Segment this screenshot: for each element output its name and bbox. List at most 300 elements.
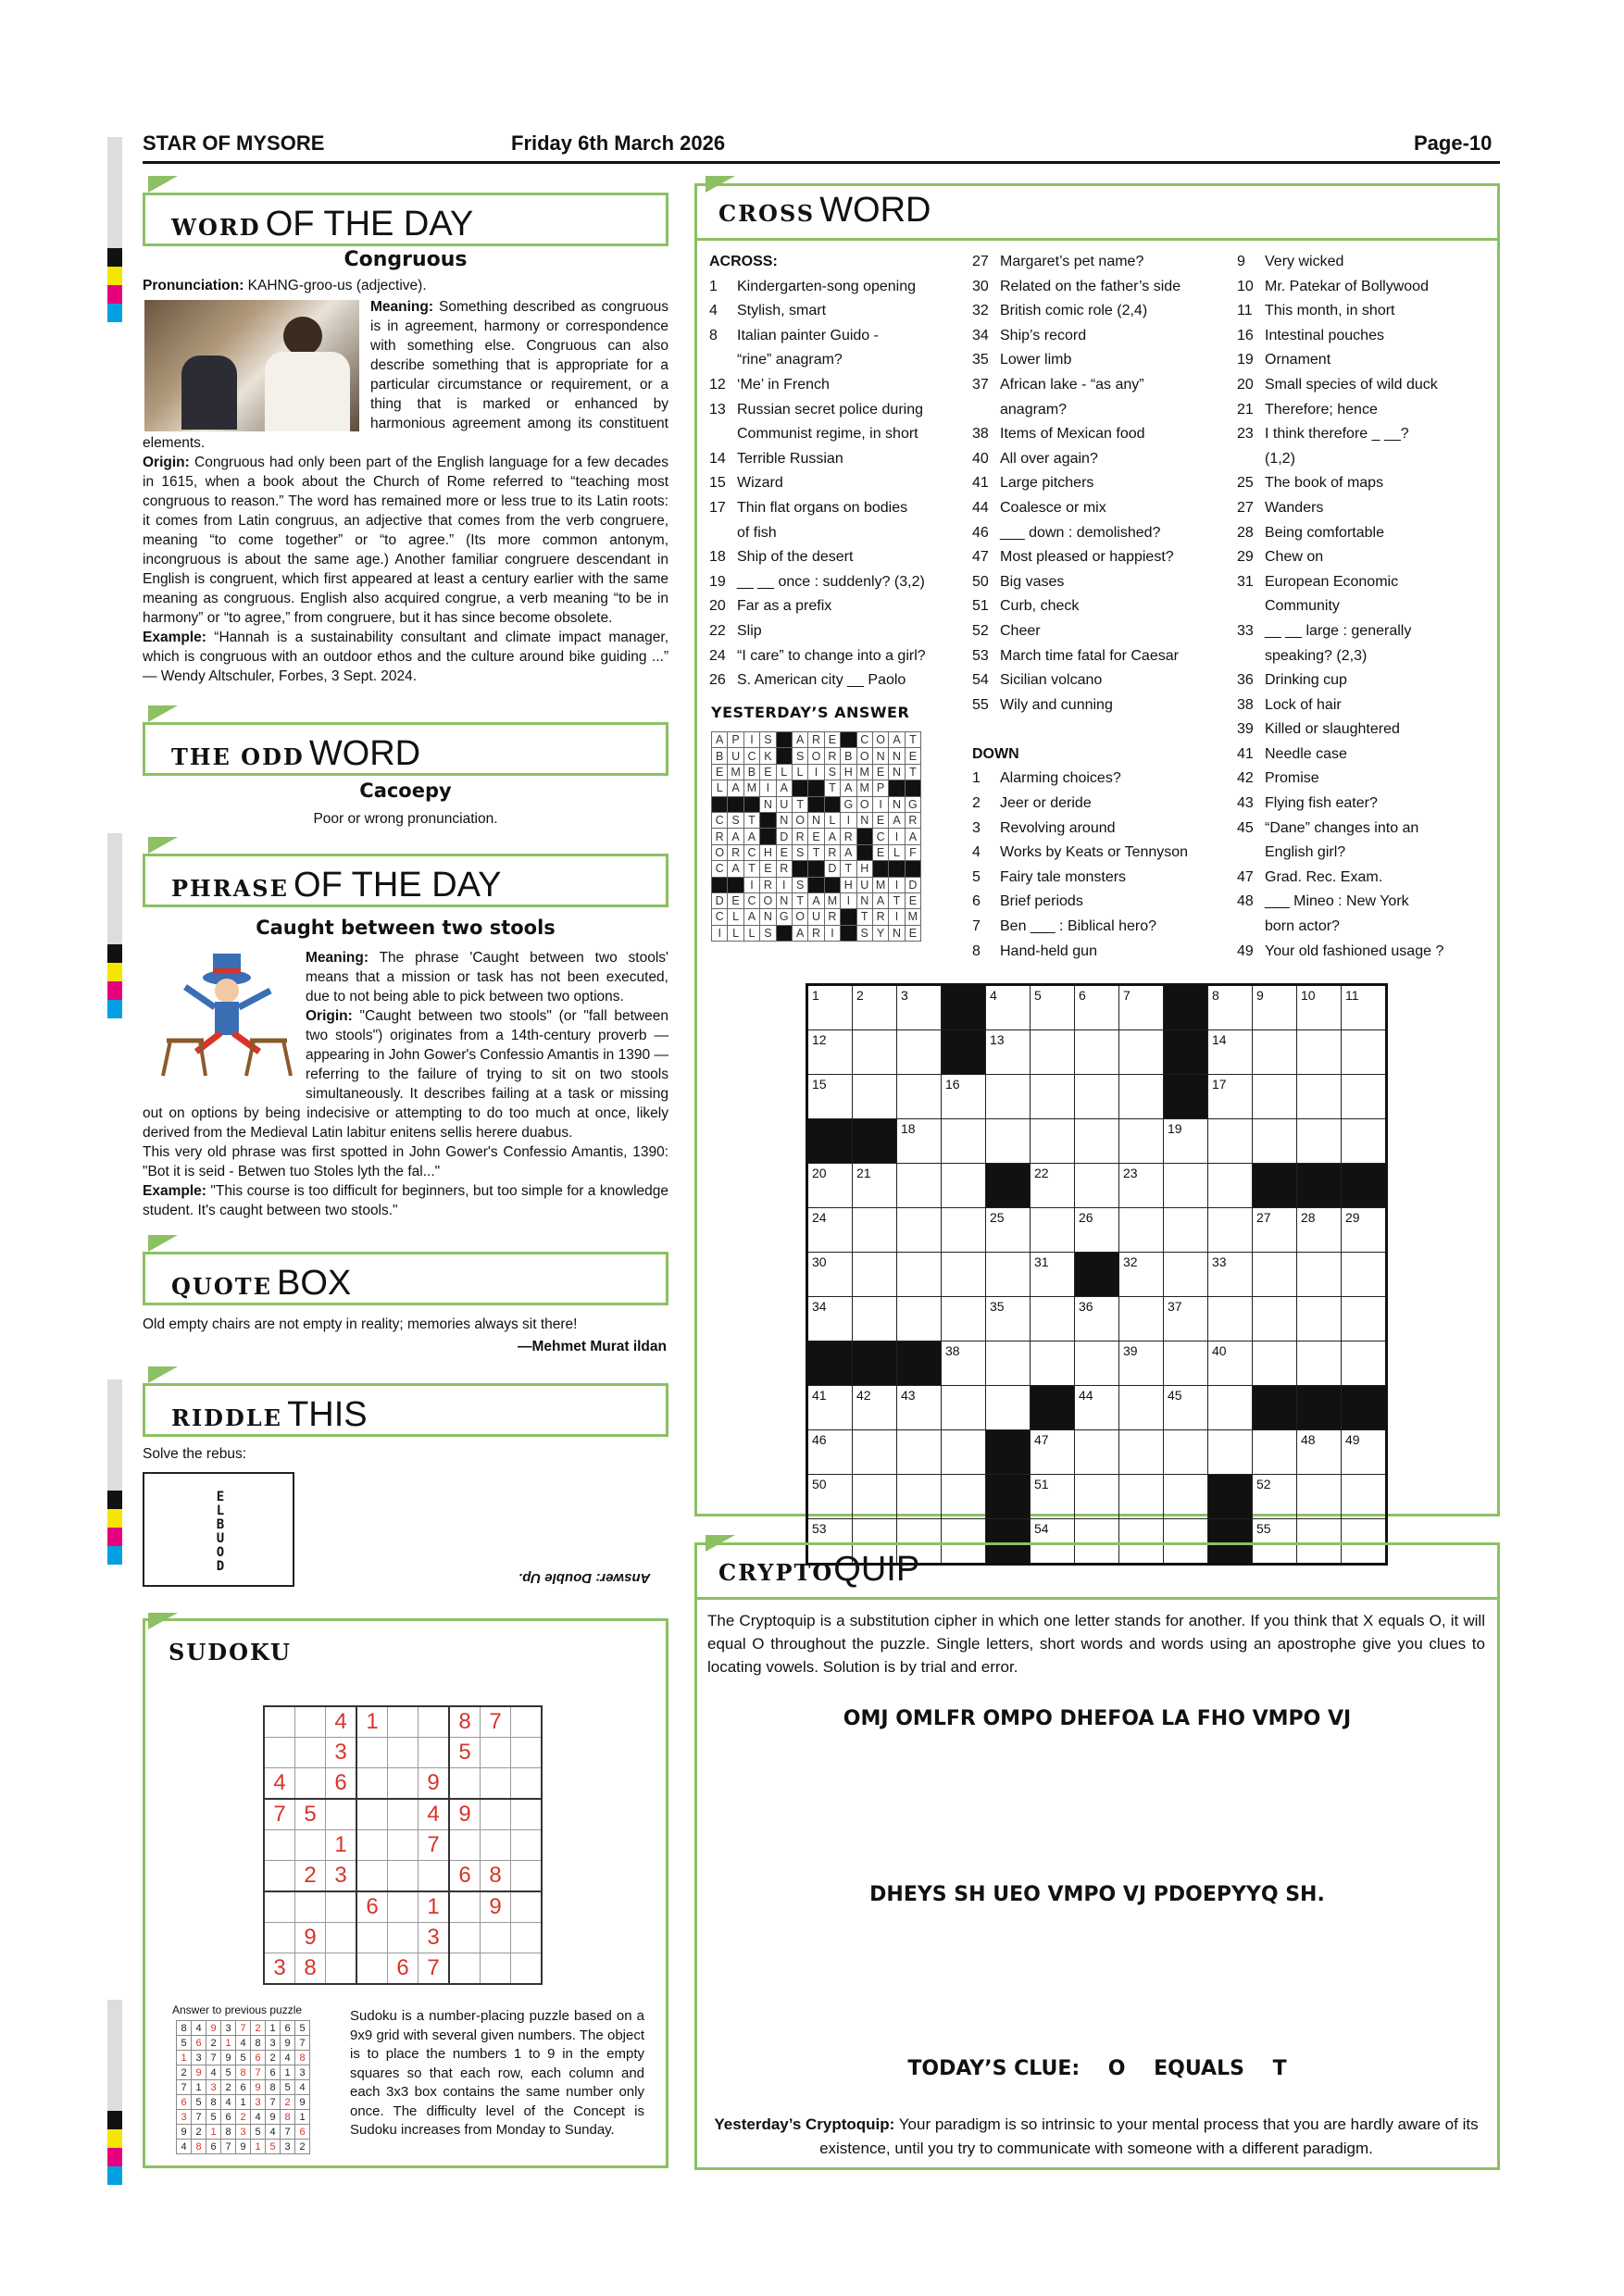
crossword-cell[interactable] [1119, 1075, 1164, 1119]
crossword-cell[interactable] [1253, 1341, 1297, 1386]
sudoku-cell[interactable] [264, 1738, 295, 1768]
sudoku-cell[interactable] [388, 1799, 418, 1830]
crossword-cell[interactable] [1119, 1164, 1164, 1208]
sudoku-cell[interactable]: 6 [449, 1861, 481, 1892]
cell-number: 52 [1256, 1477, 1271, 1491]
crossword-cell[interactable] [1119, 1119, 1164, 1164]
yesterday-cell: I [889, 909, 905, 925]
yesterday-cell: E [824, 732, 840, 748]
sudoku-cell[interactable]: 1 [356, 1706, 388, 1738]
sudoku-cell[interactable]: 3 [326, 1738, 357, 1768]
sudoku-cell[interactable]: 3 [326, 1861, 357, 1892]
yesterday-cell [743, 796, 759, 812]
crossword-cell[interactable] [1075, 1297, 1119, 1341]
sudoku-cell[interactable] [326, 1953, 357, 1985]
sudoku-cell[interactable] [511, 1861, 543, 1892]
crossword-cell[interactable] [986, 1030, 1031, 1075]
crossword-cell[interactable] [853, 1297, 897, 1341]
sudoku-cell[interactable] [388, 1830, 418, 1861]
crossword-grid[interactable] [806, 983, 1388, 1566]
sudoku-cell[interactable]: 7 [264, 1799, 295, 1830]
crossword-cell[interactable] [1208, 1253, 1253, 1297]
crossword-cell[interactable] [853, 1253, 897, 1297]
prev-sudoku-cell: 3 [295, 2065, 310, 2080]
yesterday-cell: L [776, 764, 792, 780]
yesterday-cell: H [841, 764, 856, 780]
yesterday-cell: I [808, 764, 824, 780]
sudoku-cell[interactable] [295, 1706, 326, 1738]
yesterday-cell: D [905, 877, 920, 892]
side-bar [107, 2000, 122, 2111]
crossword-cell[interactable] [1164, 1253, 1208, 1297]
sudoku-cell[interactable] [264, 1923, 295, 1953]
yesterday-cell [728, 796, 743, 812]
crossword-cell[interactable] [1119, 985, 1164, 1030]
crossword-cell[interactable] [1119, 1253, 1164, 1297]
crossword-cell[interactable] [1031, 1297, 1075, 1341]
sudoku-cell[interactable]: 7 [481, 1706, 511, 1738]
crossword-cell[interactable] [807, 1386, 853, 1430]
crossword-cell[interactable] [853, 1430, 897, 1475]
crossword-cell[interactable] [1075, 1075, 1119, 1119]
down-clue: 45 “Dane” changes into an [1237, 819, 1419, 836]
crossword-cell[interactable] [1208, 985, 1253, 1030]
crossword-cell[interactable] [1297, 1430, 1342, 1475]
sudoku-cell[interactable] [511, 1923, 543, 1953]
sudoku-cell[interactable]: 9 [481, 1891, 511, 1923]
sudoku-cell[interactable] [264, 1830, 295, 1861]
sudoku-cell[interactable]: 8 [481, 1861, 511, 1892]
cell-number: 17 [1212, 1077, 1227, 1092]
black-square [807, 1119, 853, 1164]
color-swatch [107, 1491, 122, 1509]
yesterday-cell [905, 780, 920, 796]
crossword-cell[interactable] [1075, 1430, 1119, 1475]
sudoku-cell[interactable] [481, 1768, 511, 1800]
crossword-cell[interactable] [1253, 1030, 1297, 1075]
sudoku-cell[interactable] [356, 1768, 388, 1800]
crossword-cell[interactable] [1342, 1075, 1387, 1119]
cell-number: 24 [812, 1210, 827, 1225]
sudoku-cell[interactable] [295, 1768, 326, 1800]
across-clues-2: 27 Margaret’s pet name? 30 Related on the father’s side 32 British comic role (2,4) 34 Ship’s record 35 Lower limb 37 African lake - “as any” anagram? 38 Items of Mexican food 40 All over again? 41 Large pitchers 44 Coalesce or mix 46 ___ down : demolished? 47 Most pleased or happiest? 50 Big vases 51 Curb, check 52 Cheer 53 March time fatal for Caesar 54 Sicilian volcano 55 Wily and cunning DOWN 1 Alarming choices? 2 Jeer or deride 3 Revolving around 4 Works by Keats or Tennyson 5 Fairy tale monsters 6 Brief periods 7 Ben ___ : Biblical hero? 8 Hand-held gun [972, 250, 1241, 964]
crossword-cell[interactable] [1075, 985, 1119, 1030]
crossword-cell[interactable] [1031, 1475, 1075, 1519]
down-clue: Community [1265, 598, 1340, 615]
yesterday-cell: I [743, 732, 759, 748]
sudoku-cell[interactable] [449, 1953, 481, 1985]
section-flag [148, 837, 178, 854]
crossword-cell[interactable] [1031, 1341, 1075, 1386]
sudoku-cell[interactable] [511, 1891, 543, 1923]
yesterday-cell: U [856, 877, 872, 892]
crossword-cell[interactable] [942, 1297, 986, 1341]
sudoku-cell[interactable]: 9 [295, 1923, 326, 1953]
crossword-cell[interactable] [942, 1386, 986, 1430]
crossword-cell[interactable] [1031, 1430, 1075, 1475]
crossword-cell[interactable] [1297, 1341, 1342, 1386]
sudoku-cell[interactable] [418, 1706, 450, 1738]
sudoku-cell[interactable]: 4 [264, 1768, 295, 1800]
down-clue: 27 Wanders [1237, 499, 1324, 516]
crossword-cell[interactable] [807, 1297, 853, 1341]
crossword-cell[interactable] [807, 1475, 853, 1519]
crossword-cell[interactable] [1208, 1030, 1253, 1075]
sudoku-cell[interactable] [326, 1891, 357, 1923]
sudoku-cell[interactable] [418, 1738, 450, 1768]
crossword-cell[interactable] [897, 1253, 942, 1297]
down-clue: 19 Ornament [1237, 352, 1331, 368]
across-clue: 51 Curb, check [972, 598, 1080, 615]
crossword-cell[interactable] [897, 1119, 942, 1164]
crossword-cell[interactable] [1031, 1208, 1075, 1253]
down-clue: 38 Lock of hair [1237, 696, 1342, 713]
crossword-cell[interactable] [1208, 1119, 1253, 1164]
yesterday-cell: O [856, 748, 872, 764]
sudoku-cell[interactable]: 3 [264, 1953, 295, 1985]
odd-word-title: Cacoepy [359, 780, 452, 802]
cell-number: 27 [1256, 1210, 1271, 1225]
crossword-cell[interactable] [1075, 1208, 1119, 1253]
crossword-cell[interactable] [897, 1030, 942, 1075]
crossword-cell[interactable] [986, 1297, 1031, 1341]
crossword-cell[interactable] [1164, 1475, 1208, 1519]
sudoku-cell[interactable] [511, 1830, 543, 1861]
crossword-cell[interactable] [1297, 1475, 1342, 1519]
crossword-cell[interactable] [1297, 1297, 1342, 1341]
yesterday-cell: R [824, 909, 840, 925]
crossword-cell[interactable] [853, 1075, 897, 1119]
sudoku-cell[interactable] [449, 1768, 481, 1800]
crossword-cell[interactable] [1031, 985, 1075, 1030]
crossword-cell[interactable] [1342, 1341, 1387, 1386]
prev-sudoku-cell: 6 [295, 2125, 310, 2140]
crossword-cell[interactable] [807, 1030, 853, 1075]
crossword-cell[interactable] [1164, 1164, 1208, 1208]
crossword-cell[interactable] [1031, 1075, 1075, 1119]
crossword-cell[interactable] [897, 1164, 942, 1208]
crossword-cell[interactable] [897, 1075, 942, 1119]
across-clue: 35 Lower limb [972, 352, 1072, 368]
down-clue: (1,2) [1265, 450, 1295, 467]
crossword-cell[interactable] [1208, 1208, 1253, 1253]
crossword-cell[interactable] [1342, 985, 1387, 1030]
sudoku-cell[interactable]: 1 [326, 1830, 357, 1861]
prev-sudoku-cell: 4 [221, 2095, 236, 2110]
crossword-cell[interactable] [1075, 1341, 1119, 1386]
crossword-cell[interactable] [1208, 1075, 1253, 1119]
crossword-cell[interactable] [1164, 1208, 1208, 1253]
sudoku-cell[interactable] [449, 1891, 481, 1923]
crossword-cell[interactable] [1253, 1075, 1297, 1119]
sudoku-cell[interactable] [511, 1706, 543, 1738]
prev-sudoku-cell: 7 [295, 2036, 310, 2051]
sudoku-cell[interactable]: 4 [326, 1706, 357, 1738]
prev-sudoku-cell: 2 [206, 2036, 221, 2051]
crossword-cell[interactable] [1253, 1297, 1297, 1341]
sudoku-cell[interactable] [388, 1891, 418, 1923]
sudoku-cell[interactable]: 7 [418, 1953, 450, 1985]
sudoku-cell[interactable] [388, 1706, 418, 1738]
crossword-cell[interactable] [807, 1075, 853, 1119]
sudoku-cell[interactable] [388, 1923, 418, 1953]
crossword-cell[interactable] [853, 985, 897, 1030]
crossword-cell[interactable] [1253, 1208, 1297, 1253]
crossword-cell[interactable] [1342, 1030, 1387, 1075]
odd-word-meaning: Poor or wrong pronunciation. [313, 811, 498, 827]
crossword-cell[interactable] [1119, 1297, 1164, 1341]
sudoku-cell[interactable] [295, 1830, 326, 1861]
crossword-cell[interactable] [1164, 1119, 1208, 1164]
sudoku-cell[interactable] [356, 1953, 388, 1985]
crossword-cell[interactable] [1297, 985, 1342, 1030]
yesterday-cell [824, 877, 840, 892]
sudoku-cell[interactable]: 3 [418, 1923, 450, 1953]
crossword-cell[interactable] [807, 1208, 853, 1253]
crossword-cell[interactable] [807, 1164, 853, 1208]
down-clue: English girl? [1265, 844, 1346, 861]
yesterday-cell: C [856, 732, 872, 748]
cell-number: 13 [990, 1032, 1005, 1047]
crossword-cell[interactable] [1208, 1430, 1253, 1475]
sudoku-cell[interactable] [388, 1861, 418, 1892]
sudoku-cell[interactable] [511, 1768, 543, 1800]
crossword-cell[interactable] [1208, 1297, 1253, 1341]
crossword-cell[interactable] [1342, 1430, 1387, 1475]
crossword-cell[interactable] [853, 1208, 897, 1253]
sudoku-cell[interactable]: 6 [388, 1953, 418, 1985]
crossword-cell[interactable] [1164, 1341, 1208, 1386]
crossword-cell[interactable] [986, 1119, 1031, 1164]
sudoku-cell[interactable]: 6 [356, 1891, 388, 1923]
sudoku-cell[interactable] [295, 1738, 326, 1768]
black-square [897, 1341, 942, 1386]
crossword-cell[interactable] [1164, 1297, 1208, 1341]
crossword-cell[interactable] [897, 985, 942, 1030]
down-clue: 23 I think therefore _ __? [1237, 426, 1409, 443]
down-clue: 20 Small species of wild duck [1237, 376, 1438, 393]
crossword-cell[interactable] [897, 1386, 942, 1430]
across-clue: 50 Big vases [972, 573, 1065, 590]
crossword-cell[interactable] [986, 1208, 1031, 1253]
sudoku-cell[interactable] [264, 1861, 295, 1892]
sudoku-cell[interactable]: 2 [295, 1861, 326, 1892]
crossword-cell[interactable] [1253, 1475, 1297, 1519]
crossword-cell[interactable] [853, 1386, 897, 1430]
crossword-cell[interactable] [1075, 1164, 1119, 1208]
crossword-cell[interactable] [1342, 1253, 1387, 1297]
crossword-cell[interactable] [897, 1297, 942, 1341]
sudoku-cell[interactable] [481, 1799, 511, 1830]
crossword-cell[interactable] [1031, 1253, 1075, 1297]
crossword-cell[interactable] [853, 1164, 897, 1208]
down-clue: speaking? (2,3) [1265, 647, 1368, 664]
crossword-cell[interactable] [1031, 1164, 1075, 1208]
sudoku-cell[interactable] [511, 1953, 543, 1985]
sudoku-cell[interactable]: 8 [295, 1953, 326, 1985]
sudoku-cell[interactable]: 7 [418, 1830, 450, 1861]
crossword-cell[interactable] [807, 1253, 853, 1297]
crossword-cell[interactable] [986, 1386, 1031, 1430]
crossword-cell[interactable] [853, 1475, 897, 1519]
crossword-cell[interactable] [986, 985, 1031, 1030]
crossword-cell[interactable] [1119, 1430, 1164, 1475]
yesterday-cell: A [792, 925, 807, 941]
crossword-cell[interactable] [1031, 1030, 1075, 1075]
crossword-cell[interactable] [807, 1430, 853, 1475]
sudoku-cell[interactable]: 5 [295, 1799, 326, 1830]
yesterday-cell: A [712, 732, 728, 748]
cryptoquip-clue: TODAY’S CLUE: O EQUALS T [907, 2057, 1287, 2080]
crossword-cell[interactable] [942, 1475, 986, 1519]
sudoku-cell[interactable] [388, 1738, 418, 1768]
crossword-cell[interactable] [986, 1341, 1031, 1386]
cell-number: 23 [1123, 1166, 1138, 1180]
sudoku-cell[interactable]: 4 [418, 1799, 450, 1830]
sudoku-cell[interactable] [481, 1953, 511, 1985]
crossword-cell[interactable] [1297, 1119, 1342, 1164]
sudoku-cell[interactable]: 5 [449, 1738, 481, 1768]
crossword-cell[interactable] [1297, 1208, 1342, 1253]
sudoku-cell[interactable] [388, 1768, 418, 1800]
crossword-cell[interactable] [1075, 1386, 1119, 1430]
crossword-cell[interactable] [853, 1030, 897, 1075]
sudoku-cell[interactable] [418, 1861, 450, 1892]
across-clue: 46 ___ down : demolished? [972, 524, 1161, 541]
crossword-cell[interactable] [1208, 1164, 1253, 1208]
prev-sudoku-cell: 8 [295, 2051, 310, 2065]
yesterday-cell: S [856, 925, 872, 941]
crossword-cell[interactable] [1253, 1119, 1297, 1164]
sudoku-cell[interactable] [326, 1799, 357, 1830]
crossword-cell[interactable] [1119, 1208, 1164, 1253]
yesterday-cell: C [743, 748, 759, 764]
yesterday-cell [856, 829, 872, 844]
crossword-cell[interactable] [1031, 1119, 1075, 1164]
crossword-cell[interactable] [897, 1208, 942, 1253]
sudoku-cell[interactable] [449, 1923, 481, 1953]
crossword-cell[interactable] [942, 1430, 986, 1475]
crossword-cell[interactable] [1208, 1386, 1253, 1430]
prev-sudoku-cell: 6 [251, 2051, 266, 2065]
crossword-cell[interactable] [942, 1208, 986, 1253]
crossword-cell[interactable] [1342, 1208, 1387, 1253]
prev-sudoku-cell: 9 [177, 2125, 192, 2140]
sudoku-cell[interactable] [264, 1706, 295, 1738]
yesterday-cell: P [872, 780, 888, 796]
prev-sudoku-cell: 5 [236, 2051, 251, 2065]
crossword-cell[interactable] [807, 985, 853, 1030]
cell-number: 54 [1034, 1521, 1049, 1536]
yesterday-cell: A [905, 829, 920, 844]
down-clue: 6 Brief periods [972, 893, 1083, 910]
crossword-cell[interactable] [1164, 1430, 1208, 1475]
crossword-cell[interactable] [1208, 1341, 1253, 1386]
crossword-cell[interactable] [1119, 1030, 1164, 1075]
phrase-body: Meaning: The phrase 'Caught between two stools' means that a mission or task has not been executed, due to not being able to pick between two options. Origin: "Caught between two stools" (or "fall between two stools") originates from a 14th-century proverb — appearing in John Gower's Confessio Amantis in 1390 — referring to the failure of trying to sit on two stools simultaneously. It describes failing at a task or missing out on options by being indecisive or attempting to do too much at once, likely derived from the Medieval Latin labitur enitens sellis herere duabus. This very old phrase was first spotted in John Gower's Confessio Amantis, 1390: "Bot it is seid - Betwen tuo Stoles lyth the fal..." Example: "This course is too difficult for beginners, but too simple for a knowledge student. It's caught between two stools." [143, 950, 668, 1218]
yesterday-cell [889, 861, 905, 877]
yesterday-cell: S [792, 877, 807, 892]
sudoku-cell[interactable]: 9 [449, 1799, 481, 1830]
prev-sudoku-cell: 9 [266, 2110, 281, 2125]
crossword-cell[interactable] [1253, 985, 1297, 1030]
sudoku-cell[interactable] [511, 1799, 543, 1830]
sudoku-cell[interactable] [326, 1923, 357, 1953]
sudoku-cell[interactable] [356, 1738, 388, 1768]
yesterday-cell: S [760, 732, 776, 748]
crossword-cell[interactable] [942, 1253, 986, 1297]
yesterday-cell [776, 748, 792, 764]
crossword-cell[interactable] [942, 1119, 986, 1164]
crossword-cell[interactable] [1075, 1119, 1119, 1164]
crossword-cell[interactable] [1342, 1119, 1387, 1164]
sudoku-cell[interactable]: 9 [418, 1768, 450, 1800]
crossword-cell[interactable] [1119, 1386, 1164, 1430]
cell-number: 5 [1034, 988, 1042, 1003]
crossword-cell[interactable] [1119, 1341, 1164, 1386]
prev-sudoku-cell: 8 [281, 2110, 295, 2125]
black-square [942, 1030, 986, 1075]
quote-text: Old empty chairs are not empty in reality; memories always sit there! [143, 1316, 578, 1332]
crossword-cell[interactable] [1075, 1030, 1119, 1075]
sudoku-cell[interactable] [356, 1861, 388, 1892]
crossword-cell[interactable] [942, 1075, 986, 1119]
crossword-cell[interactable] [942, 1341, 986, 1386]
yesterday-cell: I [889, 877, 905, 892]
crossword-cell[interactable] [986, 1075, 1031, 1119]
sudoku-cell[interactable] [295, 1891, 326, 1923]
prev-sudoku-cell: 7 [192, 2110, 206, 2125]
yesterday-cell: C [712, 861, 728, 877]
prev-sudoku-cell: 7 [281, 2125, 295, 2140]
sudoku-cell[interactable]: 8 [449, 1706, 481, 1738]
yesterday-cell: L [889, 844, 905, 860]
sudoku-cell[interactable] [511, 1738, 543, 1768]
crossword-cell[interactable] [1342, 1297, 1387, 1341]
prev-sudoku-cell: 5 [295, 2021, 310, 2036]
sudoku-cell[interactable] [264, 1891, 295, 1923]
crossword-cell[interactable] [1119, 1475, 1164, 1519]
crossword-cell[interactable] [897, 1475, 942, 1519]
crossword-cell[interactable] [1164, 1386, 1208, 1430]
crossword-cell[interactable] [1075, 1475, 1119, 1519]
sudoku-cell[interactable] [481, 1738, 511, 1768]
sudoku-cell[interactable] [481, 1830, 511, 1861]
prev-sudoku-cell: 1 [251, 2140, 266, 2154]
crossword-cell[interactable] [1342, 1475, 1387, 1519]
cell-number: 30 [812, 1254, 827, 1269]
crossword-cell[interactable] [1253, 1253, 1297, 1297]
yesterday-cell: H [760, 844, 776, 860]
crossword-cell[interactable] [897, 1430, 942, 1475]
sudoku-cell[interactable] [449, 1830, 481, 1861]
crossword-cell[interactable] [1297, 1253, 1342, 1297]
cryptoquip-header: CRYPTOQUIP [694, 1542, 1500, 1600]
sudoku-cell[interactable] [356, 1830, 388, 1861]
sudoku-cell[interactable] [481, 1923, 511, 1953]
yesterday-cell: T [856, 909, 872, 925]
crossword-cell[interactable] [1253, 1430, 1297, 1475]
sudoku-cell[interactable] [356, 1799, 388, 1830]
sudoku-cell[interactable] [356, 1923, 388, 1953]
sudoku-cell[interactable]: 6 [326, 1768, 357, 1800]
crossword-cell[interactable] [942, 1164, 986, 1208]
sudoku-cell[interactable]: 1 [418, 1891, 450, 1923]
crossword-cell[interactable] [1297, 1030, 1342, 1075]
sudoku-grid[interactable] [263, 1705, 543, 1985]
crossword-cell[interactable] [1297, 1075, 1342, 1119]
crossword-cell[interactable] [986, 1253, 1031, 1297]
